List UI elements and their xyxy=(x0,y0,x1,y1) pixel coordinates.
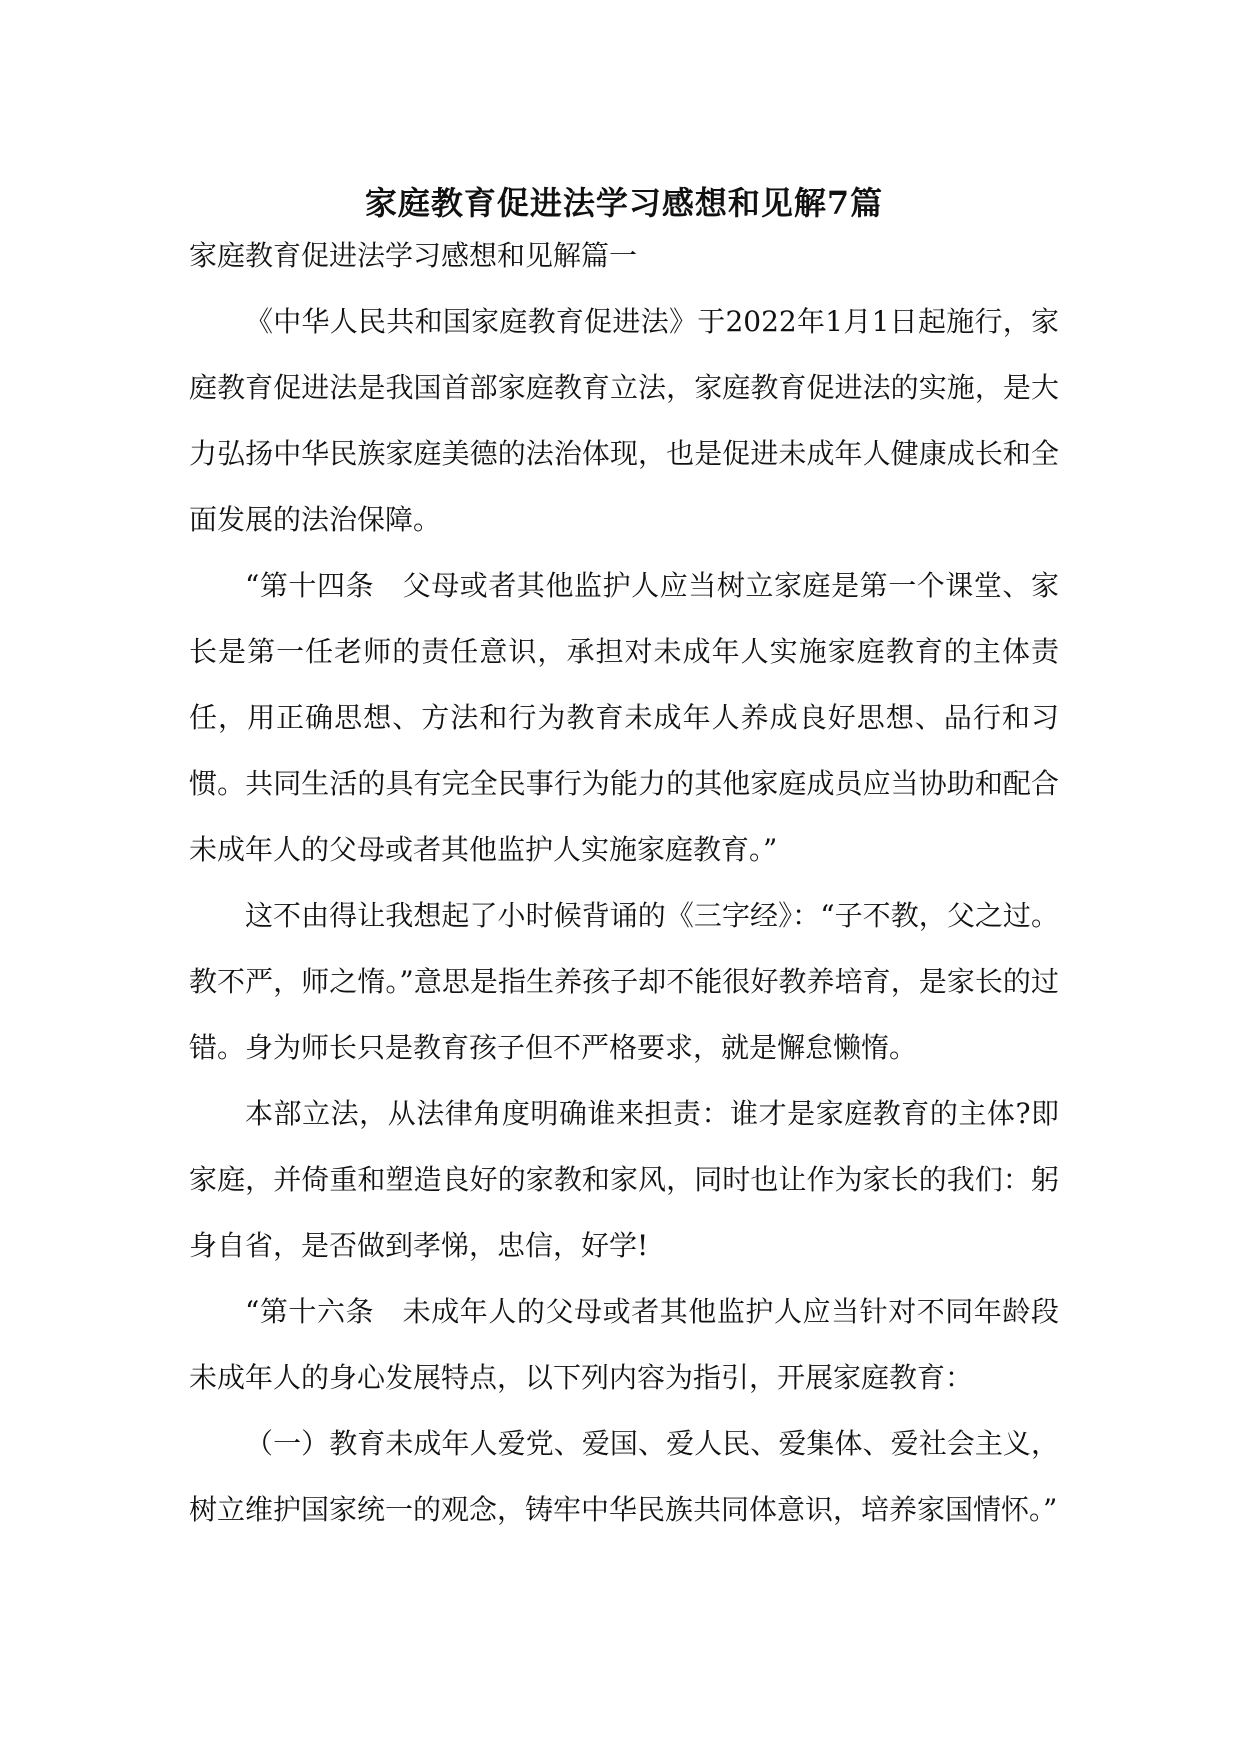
paragraph-article-16-item-1: （一）教育未成年人爱党、爱国、爱人民、爱集体、爱社会主义，树立维护国家统一的观念，铸牢中华民族共同体意识，培养家国情怀。” xyxy=(189,1427,1059,1526)
paragraph-intro: 《中华人民共和国家庭教育促进法》于2022年1月1日起施行，家庭教育促进法是我国首部家庭教育立法，家庭教育促进法的实施，是大力弘扬中华民族家庭美德的法治体现，也是促进未成年人健康成长和全面发展的法治保障。 xyxy=(189,305,1059,536)
paragraph-legislation-responsibility: 本部立法，从法律角度明确谁来担责：谁才是家庭教育的主体?即家庭，并倚重和塑造良好的家教和家风，同时也让作为家长的我们：躬身自省，是否做到孝悌，忠信，好学! xyxy=(189,1097,1059,1262)
paragraph-article-16: “第十六条 未成年人的父母或者其他监护人应当针对不同年龄段未成年人的身心发展特点，以下列内容为指引，开展家庭教育： xyxy=(189,1295,1059,1394)
section-heading: 家庭教育促进法学习感想和见解篇一 xyxy=(189,239,638,272)
document-title: 家庭教育促进法学习感想和见解7篇 xyxy=(364,184,884,223)
document-body xyxy=(189,223,1059,1543)
paragraph-three-character-classic: 这不由得让我想起了小时候背诵的《三字经》：“子不教，父之过。教不严，师之惰。”意思是指生养孩子却不能很好教养培育，是家长的过错。身为师长只是教育孩子但不严格要求，就是懈怠懒惰。 xyxy=(189,899,1059,1064)
paragraph-article-14: “第十四条 父母或者其他监护人应当树立家庭是第一个课堂、家长是第一任老师的责任意识，承担对未成年人实施家庭教育的主体责任，用正确思想、方法和行为教育未成年人养成良好思想、品行和习惯。共同生活的具有完全民事行为能力的其他家庭成员应当协助和配合未成年人的父母或者其他监护人实施家庭教育。” xyxy=(189,569,1059,866)
